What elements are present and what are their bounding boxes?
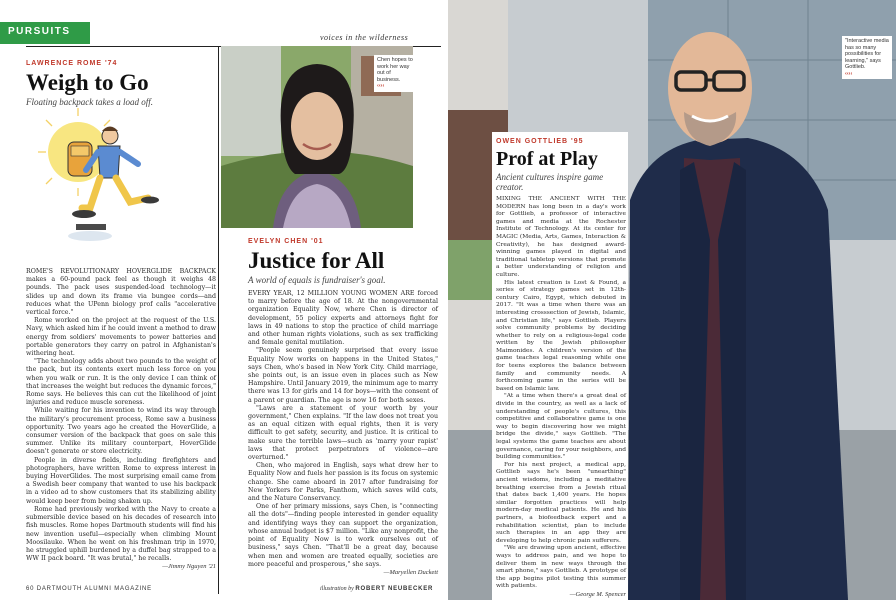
- article-rome-header: [26, 60, 216, 107]
- article-rome-body: [26, 268, 216, 586]
- paragraph: "We are drawing upon ancient, effective ways to address pain, and we hope to deliver them in new ways through the smart phone," says Gottlieb. A prototype of the app begins pilot testing this summer with patients.: [496, 545, 626, 590]
- caption-arrows: ‹‹‹‹: [845, 70, 853, 77]
- paragraph: While waiting for his invention to wind its way through the military's procurement process, Rome saw a business opportunity. Two years ago he created the HoverGlide, a consumer version of the backpack that goes on sale this summer. Unlike its military counterpart, HoverGlide doesn't generate or store electricity.: [26, 407, 216, 456]
- article-rome-headline: Weigh to Go: [26, 70, 149, 95]
- paragraph: EVERY YEAR, 12 MILLION YOUNG WOMEN ARE forced to marry before the age of 18. At the nongovernmental organization Equality Now, where Chen is director of development, 55 policy experts and attorneys fight for laws in 49 nations to stop the practice of child marriage and other human rights violations, such as sex trafficking and female genital mutilation.: [248, 290, 438, 347]
- article-gottlieb-headline: Prof at Play: [496, 148, 598, 170]
- paragraph: His latest creation is Lost & Found, a series of strategy games set in 12th-century Cairo, Egypt, which debuted in 2017. "It was a time when there was an interesting crosssection of Jewish, Islamic, and Christian life," says Gottlieb. Players solve community problems by deciding whether to rely on a religious-legal code written by the Jewish philosopher Maimonides. A children's version of the game teaches legal reasoning while one for teens explores the balance between family and community needs. A forthcoming game in the series will be based on Islamic law.: [496, 279, 626, 392]
- gottlieb-caption: [842, 36, 892, 79]
- article-chen-dek: A world of equals is fundraiser's goal.: [248, 275, 386, 285]
- illustration-credit: [320, 586, 433, 592]
- article-chen-headline: Justice for All: [248, 248, 385, 273]
- voices-label: voices in the wilderness: [320, 33, 409, 42]
- article-rome-credit: —Jimmy Nguyen '21: [162, 563, 216, 571]
- illustration-credit-name: ROBERT NEUBECKER: [355, 586, 434, 592]
- column-divider: [218, 46, 219, 594]
- paragraph: "The technology adds about two pounds to the weight of the pack, but its contents exert much less force on you when you walk or run. It is the only device I can think of that increases the weight but reduces the dynamic forces," Rome says. He believes this can cut the likelihood of joint injuries and reduce muscle soreness.: [26, 358, 216, 407]
- article-chen-body: [248, 290, 438, 575]
- article-chen-header: [248, 238, 438, 285]
- paragraph: For his next project, a medical app, Gottlieb says he's been "unearthing" ancient wisdoms, including a meditative breathing exercise from a Jewish ritual that dates back 1,400 years. He hopes similar forgotten practices will help modern-day medical patients. He and his partners, a biofeedback expert and a rehabilitation scientist, plan to include such therapies in an app they are developing to help chronic pain sufferers.: [496, 461, 626, 544]
- article-chen-credit: —Maryellen Duckett: [383, 568, 438, 576]
- paragraph: People in diverse fields, including firefighters and photographers, have written Rome to express interest in buying HoverGlides. The most surprising email came from a Swedish beer company that wanted to use his backpack in a video ad to show customers that its stabilizing ability would keep beer from being shaken up.: [26, 456, 216, 505]
- article-gottlieb-header: [496, 138, 624, 192]
- article-gottlieb-panel: [492, 132, 628, 600]
- article-chen-byline: EVELYN CHEN '01: [248, 238, 324, 245]
- paragraph: "Laws are a statement of your worth by your government," Chen explains. "If the law does not treat you as an equal citizen with equal rights, then it is very difficult to get safety, security, and justice. It is critical to make sure the terrible laws—such as 'marry your rapist' laws that protect perpetrators of violence—are overturned.": [248, 404, 438, 462]
- paragraph: ROME'S REVOLUTIONARY HOVERGLIDE BACKPACK makes a 60-pound pack feel as though it weighs 48 pounds. The pack uses suspended-load technology—it slides up and down its frame via bungee cords—and reduces what the UPenn biology prof calls "accelerative vertical force.": [26, 268, 216, 317]
- page-footer: 60 DARTMOUTH ALUMNI MAGAZINE: [26, 586, 152, 592]
- article-gottlieb-body: [496, 196, 627, 598]
- chen-caption-text: Chen hopes to work her way out of business.: [377, 57, 413, 83]
- caption-arrows: ‹‹‹‹: [377, 83, 385, 89]
- paragraph: "People seem genuinely surprised that every issue Equality Now works on happens in the United States," says Chen, who's based in New York City. Child marriage, she points out, is an issue even in places such as New Hampshire. Until January 2019, the minimum age to marry there was 13 for girls and 14 for boys—with the consent of a parent or guardian. The age is now 16 for both sexes.: [248, 347, 438, 404]
- article-gottlieb-byline: OWEN GOTTLIEB '95: [496, 138, 584, 145]
- paragraph: Rome worked on the project at the request of the U.S. Navy, which asked him if he could invent a method to draw energy from soldiers' movements to power batteries and portable generators they carry on patrol in Afghanistan's withering heat.: [26, 317, 216, 358]
- gottlieb-caption-text: "Interactive media has so many possibilities for learning," says Gottlieb.: [845, 38, 889, 70]
- section-tab: [0, 22, 90, 44]
- article-gottlieb-credit: —George M. Spencer: [569, 590, 626, 598]
- article-rome-byline: LAWRENCE ROME '74: [26, 60, 118, 67]
- section-tab-label: PURSUITS: [8, 26, 71, 37]
- paragraph: One of her primary missions, says Chen, is "connecting all the dots"—finding people interested in gender equality and identifying ways they can support the organization, whose annual budget is $7 million. "Like any nonprofit, the point of Equality Now is to work ourselves out of business," says Chen. "That'll be a great day, because when men and women are treated equally, societies are more peaceful and prosperous," she says.: [248, 503, 438, 568]
- paragraph: Chen, who majored in English, says what drew her to Equality Now and fuels her passion is its focus on systemic change. She came aboard in 2017 after fundraising for New Yorkers for Parks, Fanthom, which saves wild cats, and the Nature Conservancy.: [248, 462, 438, 503]
- illustration-credit-label: illustration by: [320, 586, 354, 592]
- hiker-illustration: [38, 112, 163, 252]
- article-rome-dek: Floating backpack takes a load off.: [26, 97, 153, 107]
- paragraph: Rome had previously worked with the Navy to create a submersible device based on his decades of research into fish muscles. Rome hopes Dartmouth students will find his new invention useful—especially when climbing Mount Moosilauke. When he went on his freshman trip in 1970, he struggled uphill burdened by a duffel bag strapped to a WW II pack board. "It was brutal," he recalls.: [26, 505, 216, 563]
- chen-caption: [374, 55, 418, 92]
- article-gottlieb-dek: Ancient cultures inspire game creator.: [496, 172, 604, 192]
- paragraph: MIXING THE ANCIENT WITH THE MODERN has long been in a day's work for Gottlieb, a professor of interactive games and media at the Rochester Institute of Technology. At its center for MAGIC (Media, Arts, Games, Interaction & Creativity), he has designed award-winning games played in digital and traditional tabletop versions that promote a better understanding of religion and culture.: [496, 196, 626, 278]
- paragraph: "At a time when there's a great deal of divide in the country, as well as a lack of understanding of people's cultures, this competitive and collaborative game is one way to begin discovering how we might bridge the divide," says Gottlieb. "The legal systems the game teaches are about governance, caring for your neighbors, and building communities.": [496, 393, 627, 461]
